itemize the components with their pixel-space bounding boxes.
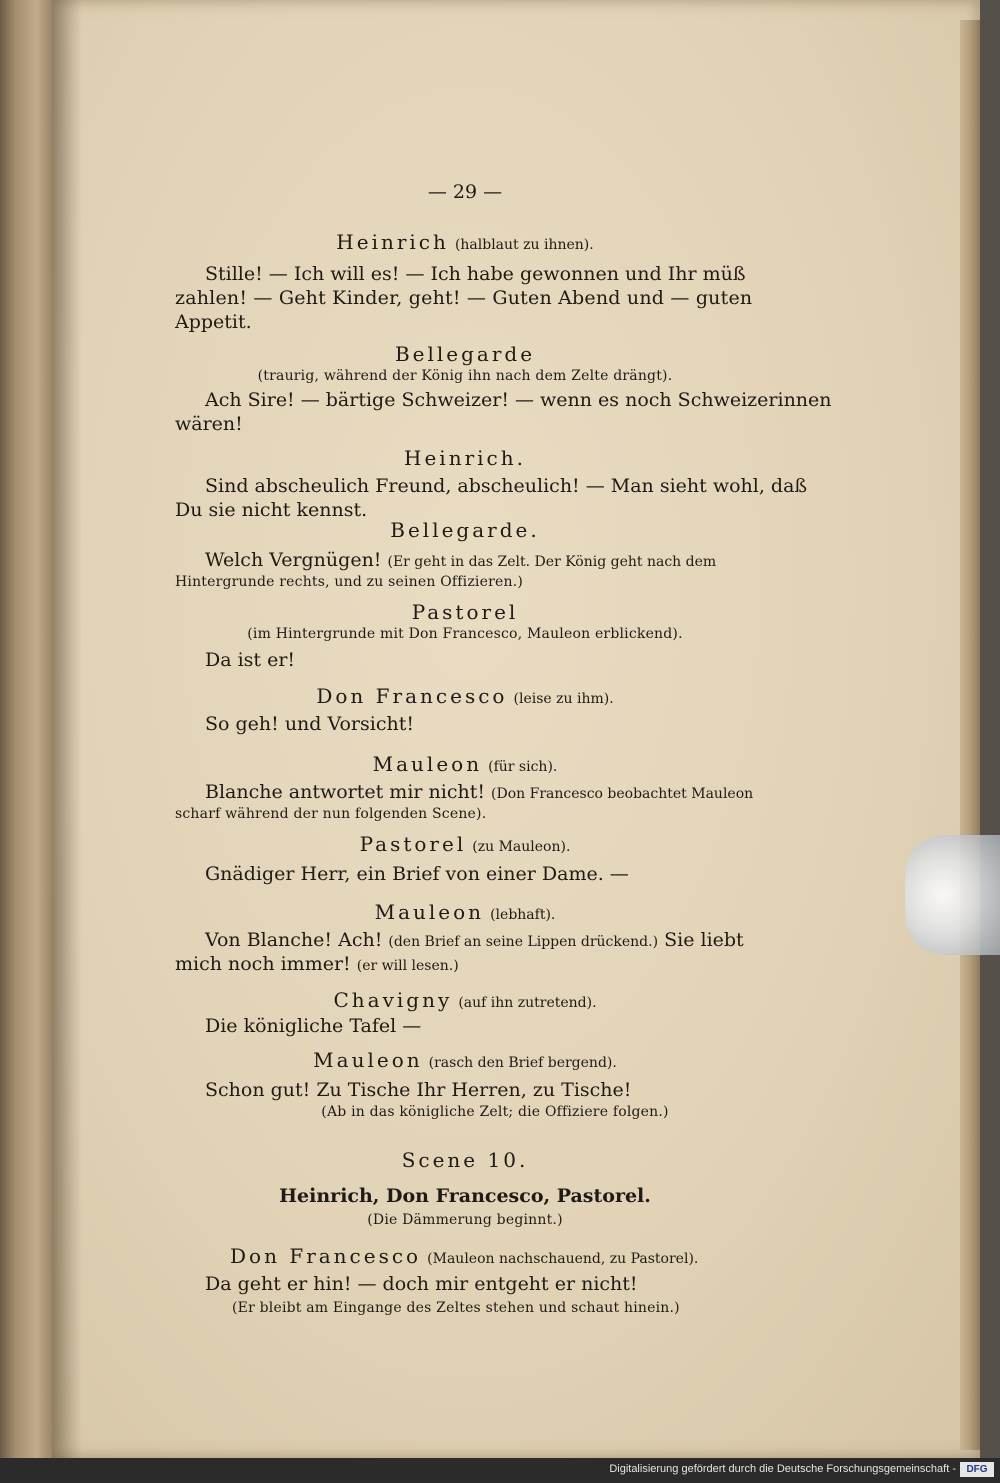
stage-direction: (den Brief an seine Lippen drückend.) bbox=[388, 934, 659, 950]
speaker-line bbox=[170, 832, 760, 859]
page-number: — 29 — bbox=[427, 181, 503, 203]
dialogue-line: wären! bbox=[175, 413, 243, 435]
dialogue-line bbox=[205, 928, 744, 954]
dialogue-line: Appetit. bbox=[175, 311, 252, 333]
stage-direction: (Er geht in das Zelt. Der König geht nach dem bbox=[387, 554, 717, 570]
page-stack-edge bbox=[960, 20, 980, 1450]
stage-direction: (auf ihn zutretend). bbox=[458, 995, 597, 1011]
dialogue-line: Die königliche Tafel — bbox=[205, 1015, 422, 1037]
dialogue-text: Sie liebt bbox=[664, 929, 744, 951]
speaker-line bbox=[170, 230, 760, 257]
dialogue-line: Gnädiger Herr, ein Brief von einer Dame. — bbox=[205, 863, 629, 885]
stage-direction: (Ab in das königliche Zelt; die Offiziere folgen.) bbox=[321, 1104, 669, 1120]
stage-direction: (leise zu ihm). bbox=[513, 691, 614, 707]
stage-direction: (für sich). bbox=[488, 759, 558, 775]
stage-direction: (im Hintergrunde mit Don Francesco, Mauleon erblickend). bbox=[247, 626, 683, 642]
speaker-name: Bellegarde bbox=[394, 342, 536, 366]
speaker-line bbox=[170, 684, 760, 711]
dialogue-line: Schon gut! Zu Tische Ihr Herren, zu Tische! bbox=[205, 1079, 632, 1101]
dialogue-line: Du sie nicht kennst. bbox=[175, 499, 368, 521]
footer-credit: Digitalisierung gefördert durch die Deutsche Forschungsgemeinschaft - bbox=[609, 1463, 956, 1475]
page-clip bbox=[905, 835, 1000, 955]
speaker-name: Pastorel bbox=[359, 832, 467, 856]
dialogue-text: Welch Vergnügen! bbox=[205, 549, 382, 571]
stage-direction: Hintergrunde rechts, und zu seinen Offizieren.) bbox=[175, 574, 524, 590]
speaker-name: Mauleon bbox=[372, 752, 483, 776]
speaker-name: Bellegarde. bbox=[390, 518, 540, 542]
stage-direction: (halblaut zu ihnen). bbox=[454, 237, 594, 253]
speaker-line bbox=[170, 900, 760, 927]
dialogue-line: Da ist er! bbox=[205, 649, 296, 671]
stage-direction: (zu Mauleon). bbox=[472, 839, 571, 855]
speaker-name: Mauleon bbox=[374, 900, 485, 924]
dialogue-text: Blanche antwortet mir nicht! bbox=[205, 781, 485, 803]
speaker-name: Pastorel bbox=[411, 600, 519, 624]
speaker-name: Chavigny bbox=[333, 988, 453, 1012]
dialogue-line: Sind abscheulich Freund, abscheulich! — Man sieht wohl, daß bbox=[205, 475, 808, 497]
previous-page-edge bbox=[0, 0, 52, 1460]
speaker-name: Heinrich. bbox=[404, 446, 526, 470]
dfg-logo: DFG bbox=[960, 1462, 994, 1477]
stage-direction: scharf während der nun folgenden Scene). bbox=[175, 806, 487, 822]
stage-direction: (Mauleon nachschauend, zu Pastorel). bbox=[427, 1251, 699, 1267]
speaker-name: Mauleon bbox=[313, 1048, 423, 1072]
speaker-line bbox=[170, 1048, 760, 1075]
dialogue-line bbox=[175, 952, 459, 978]
speaker-line bbox=[170, 446, 760, 471]
dialogue-text: mich noch immer! bbox=[175, 953, 351, 975]
speaker-line bbox=[170, 518, 760, 543]
stage-direction: (rasch den Brief bergend). bbox=[428, 1055, 617, 1071]
speaker-name: Don Francesco bbox=[316, 684, 508, 708]
dialogue-line: zahlen! — Geht Kinder, geht! — Guten Abend und — guten bbox=[175, 287, 753, 309]
speaker-line bbox=[230, 1244, 698, 1271]
dialogue-line: So geh! und Vorsicht! bbox=[205, 713, 414, 735]
stage-direction: (traurig, während der König ihn nach dem Zelte drängt). bbox=[257, 368, 673, 384]
cast-list: Heinrich, Don Francesco, Pastorel. bbox=[279, 1185, 651, 1207]
speaker-name: Heinrich bbox=[336, 230, 449, 254]
stage-direction: (Die Dämmerung beginnt.) bbox=[367, 1212, 563, 1228]
gutter-shadow bbox=[52, 0, 82, 1458]
dialogue-line: Ach Sire! — bärtige Schweizer! — wenn es noch Schweizerinnen bbox=[205, 389, 832, 411]
speaker-line bbox=[170, 752, 760, 779]
dialogue-text: Von Blanche! Ach! bbox=[205, 929, 383, 951]
scene-heading: Scene 10. bbox=[401, 1148, 529, 1172]
dialogue-line: Da geht er hin! — doch mir entgeht er nicht! bbox=[205, 1273, 638, 1295]
stage-direction: (Er bleibt am Eingange des Zeltes stehen und schaut hinein.) bbox=[232, 1300, 680, 1316]
stage-direction: (er will lesen.) bbox=[356, 958, 459, 974]
stage-direction: (Don Francesco beobachtet Mauleon bbox=[491, 786, 754, 802]
speaker-name: Don Francesco bbox=[230, 1244, 422, 1268]
book-page bbox=[52, 0, 980, 1458]
stage-direction: (lebhaft). bbox=[490, 907, 556, 923]
dialogue-line: Stille! — Ich will es! — Ich habe gewonnen und Ihr müß bbox=[205, 263, 746, 285]
speaker-line bbox=[170, 988, 760, 1015]
